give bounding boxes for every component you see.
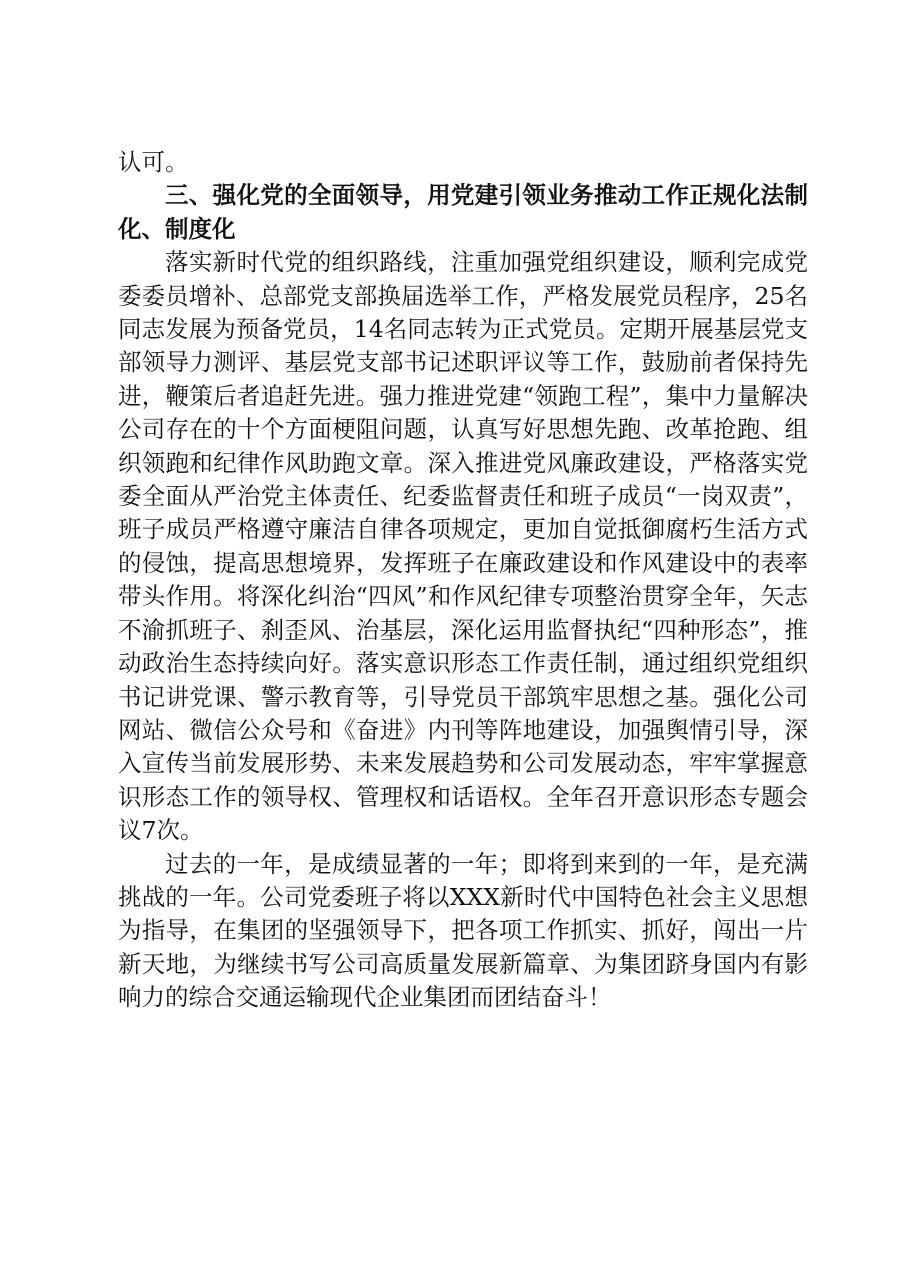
paragraph-conclusion: 过去的一年，是成绩显著的一年；即将到来到的一年，是充满挑战的一年。公司党委班子将以XXX新时代中国特色社会主义思想为指导，在集团的坚强领导下，把各项工作抓实、抓好，闯出一片新天地，为继续书写公司高质量发展新篇章、为集团跻身国内有影响力的综合交通运输现代企业集团而团结奋斗！ xyxy=(118,849,808,1012)
document-body xyxy=(118,146,808,1015)
section-heading: 三、强化党的全面领导，用党建引领业务推动工作正规化法制化、制度化 xyxy=(118,181,808,243)
paragraph-party-building: 落实新时代党的组织路线，注重加强党组织建设，顺利完成党委委员增补、总部党支部换届选举工作，严格发展党员程序，25名同志发展为预备党员，14名同志转为正式党员。定期开展基层党支部领导力测评、基层党支部书记述职评议等工作，鼓励前者保持先进，鞭策后者追赶先进。强力推进党建“领跑工程”，集中力量解决公司存在的十个方面梗阻问题，认真写好思想先跑、改革抢跑、组织领跑和纪律作风助跑文章。深入推进党风廉政建设，严格落实党委全面从严治党主体责任、纪委监督责任和班子成员“一岗双责”，班子成员严格遵守廉洁自律各项规定，更加自觉抵御腐朽生活方式的侵蚀，提高思想境界，发挥班子在廉政建设和作风建设中的表率带头作用。将深化纠治“四风”和作风纪律专项整治贯穿全年，矢志不渝抓班子、刹歪风、治基层，深化运用监督执纪“四种形态”，推动政治生态持续向好。落实意识形态工作责任制，通过组织党组织书记讲党课、警示教育等，引导党员干部筑牢思想之基。强化公司网站、微信公众号和《奋进》内刊等阵地建设，加强舆情引导，深入宣传当前发展形势、未来发展趋势和公司发展动态，牢牢掌握意识形态工作的领导权、管理权和话语权。全年召开意识形态专题会议7次。 xyxy=(118,248,808,845)
paragraph-continuation: 认可。 xyxy=(118,148,189,176)
